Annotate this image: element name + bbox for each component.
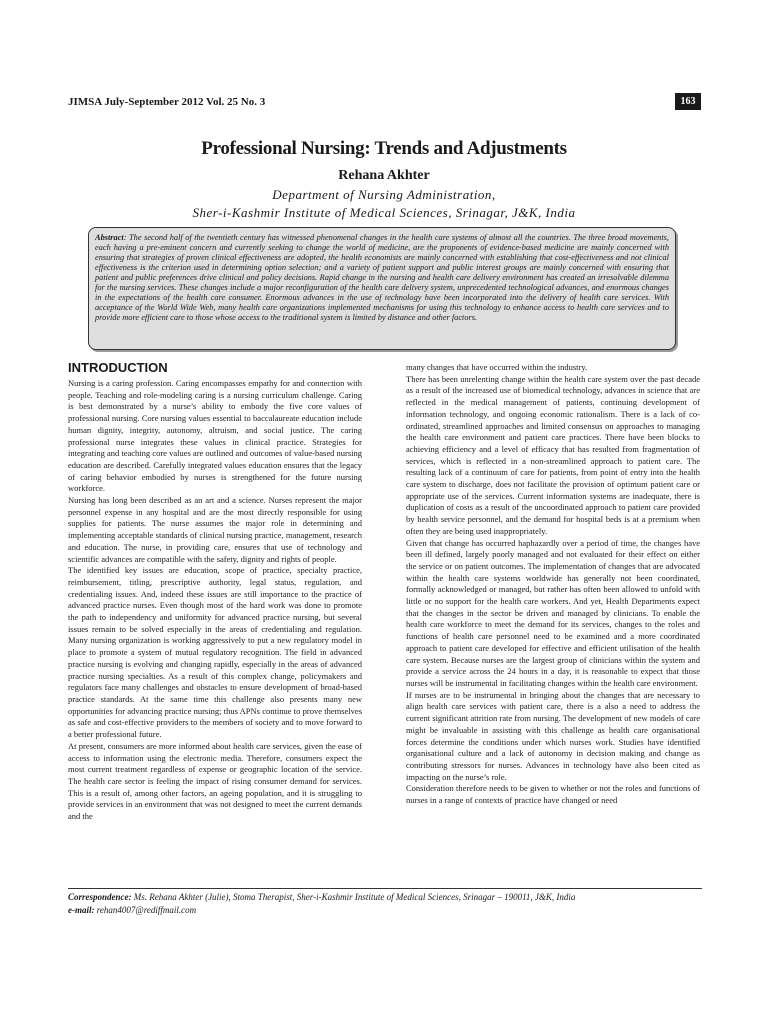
footer-divider (68, 888, 702, 889)
abstract-box (88, 227, 676, 350)
paragraph: Nursing is a caring profession. Caring encompasses empathy for and connection with people. Teaching and role-modeling caring is a nursing curriculum challenge. Caring is best demonstrated by a nurse’s ability to embody the five core values of professional nursing. Core nursing values essential to baccalaureate education include human dignity, integrity, autonomy, altruism, and social justice. The caring professional nurse integrates these values in clinical practice. Strategies for integrating and teaching core values are outlined and outcomes of value-based nursing education are described. Carefully integrated values education ensures that the legacy of caring behavior embodied by nurses is strengthened for the future nursing workforce. (68, 378, 362, 494)
correspondence-block (68, 891, 708, 917)
paragraph: The identified key issues are education, scope of practice, specialty practice, reimbursement, titling, prescriptive authority, legal status, regulation, and credentialing issues. And, indeed these issues are still importance to the practice of advanced practice nurses. Even though most of the hard work was done to promote the path to independency and uniformity for advanced practice nursing, but several issues remain to be solved especially in the areas of credentialing and regulation. Many nursing organization is working aggressively to put a new regulatory model in place to promote a system of mutual regulatory recognition. The field in advanced practice nursing is evolving and changing rapidly, especially in the areas of advanced practice nursing specialties. As a result of this complex change, policymakers and regulators face many challenges and obstacles to ensure development of broad-based practice standards. At the same time this challenge also presents many new opportunities for advancing practice nursing; thus APNs continue to prove themselves as safe and cost-effective providers to the members of society and to move forward to a better professional future. (68, 565, 362, 740)
correspondence-label: Correspondence: (68, 892, 132, 902)
affiliation-line-1: Department of Nursing Administration, (272, 187, 496, 202)
page-number-badge: 163 (675, 93, 701, 110)
correspondence-text: Ms. Rehana Akhter (Julie), Stoma Therapist, Sher-i-Kashmir Institute of Medical Sciences, Srinagar – 190011, J&K, India (131, 892, 576, 902)
email-address: rehan4007@rediffmail.com (94, 905, 197, 915)
left-column (68, 378, 362, 877)
paragraph: Consideration therefore needs to be given to whether or not the roles and functions of nurses in a range of contexts of practice have changed or need (406, 783, 700, 806)
paragraph: If nurses are to be instrumental in bringing about the changes that are necessary to align health care services with patient care, there is a also a need to address the current significant attrition rate from nursing. The development of new models of care might be invaluable in assisting with this challenge as health care organisational forces determine the conditions under which nurses work. Studies have identified organisational culture and a lack of autonomy in decision making and change as contributing stressors for nurses. Advances in technology have also been cited as impacting on the nurse’s role. (406, 689, 700, 782)
paragraph: There has been unrelenting change within the health care system over the past decade as a result of the increased use of biomedical technology, advances in science that are reflected in the medical management of patients, continuing development of information technology, and ongoing economic rationalism. There is a lack of co-ordinated, streamlined approaches and limited consensus on approaches to managing the health care environment and patient care practices. There have been blocks to achieving efficiency and a level of efficacy that has resulted from fragmentation of services, which is reflected in a non-streamlined approach to patient care. The resulting lack of a continuum of care for patients, from point of entry into the health care system to discharge, does not facilitate the provision of optimum patient care or appropriate use of the services. Current information systems are inadequate, there is duplication of costs as a result of the uncoordinated approach to patient care provided by health service personnel, and the demand for hospital beds is at a premium when often they are being used inappropriately. (406, 373, 700, 536)
paragraph: Given that change has occurred haphazardly over a period of time, the changes have been ill defined, largely poorly managed and not evaluated for their effect on either the service or on patient outcomes. The implementation of changes that are advocated within the health care systems worldwide has generally not been coordinated, formally acknowledged or managed, but rather has often been allowed to unfold with little or no support for the health care workers. And yet, Health Departments expect that the changes in the sector be driven and managed by clinicians. To enable the health care workforce to meet the demand for its services, changes to the roles and functions of health care personnel need to be examined and a more coordinated approach to patient care developed for effective and efficient utilisation of the health care system. Because nurses are the largest group of clinicians within the system and provide a service across the 24 hours in a day, it is reasonable to expect that those nurses will be instrumental in facilitating changes within the health care environment. (406, 537, 700, 688)
paragraph: At present, consumers are more informed about health care services, given the ease of access to information using the electronic media. Therefore, consumers expect the most current treatment regardless of expense or geographic location of the service. The health care sector is feeling the impact of rising consumer demand for services. This is a result of, among other factors, an ageing population, and it is struggling to provide services in an environment that was not designed to meet the current demands and the (68, 740, 362, 822)
paragraph: Nursing has long been described as an art and a science. Nurses represent the major personnel expense in any hospital and are the most directly responsible for using supplies for patients. The nurse assumes the major role in determining and implementing acceptable standards of clinical nursing practice, management, research and education. The nurse, in providing care, ensures that use of technology and scientific advances are compatible with the safety, dignity and rights of people. (68, 495, 362, 564)
email-label: e-mail: (68, 905, 95, 915)
email-line (68, 904, 708, 917)
journal-header: JIMSA July-September 2012 Vol. 25 No. 3 (68, 96, 266, 108)
paragraph: many changes that have occurred within the industry. (406, 362, 588, 372)
introduction-heading: INTRODUCTION (68, 360, 168, 375)
abstract-label: Abstract (95, 233, 124, 242)
right-column (406, 362, 700, 884)
article-title: Professional Nursing: Trends and Adjustments (201, 138, 567, 159)
correspondence-line (68, 891, 708, 904)
affiliation-line-2: Sher-i-Kashmir Institute of Medical Sciences, Srinagar, J&K, India (192, 205, 576, 220)
author-name: Rehana Akhter (338, 168, 430, 183)
abstract-text: : The second half of the twentieth century has witnessed phenomenal changes in the health care systems of almost all the countries. The three broad movements, each having a pre-eminent concern and currently seeking to change the world of medicine, are the proponents of evidence-based medicine are mainly concerned with ensuring that strategies of proven clinical effectiveness are adopted, the health economists are mainly concerned with establishing that cost-effectiveness and not clinical effectiveness is the criterion used in determining option selection; and a variety of patient support and public interest groups are mainly concerned with ensuring that patient and public preferences drive clinical and policy decisions. Rapid change in the nursing and health care delivery environment has created an irresolvable dilemma for the nursing services. These changes include a major reconfiguration of the health care delivery system, unprecedented technological advances, and enormous changes in the expectations of the health care consumer. Enormous advances in the use of technology have been incorporated into the delivery of health care services. With acceptance of the World Wide Web, many health care organizations implemented mechanisms for using this technology to enhance access to health care services and to provide more efficient care to those whose access to the traditional system is limited by distance and other factors. (95, 233, 669, 323)
